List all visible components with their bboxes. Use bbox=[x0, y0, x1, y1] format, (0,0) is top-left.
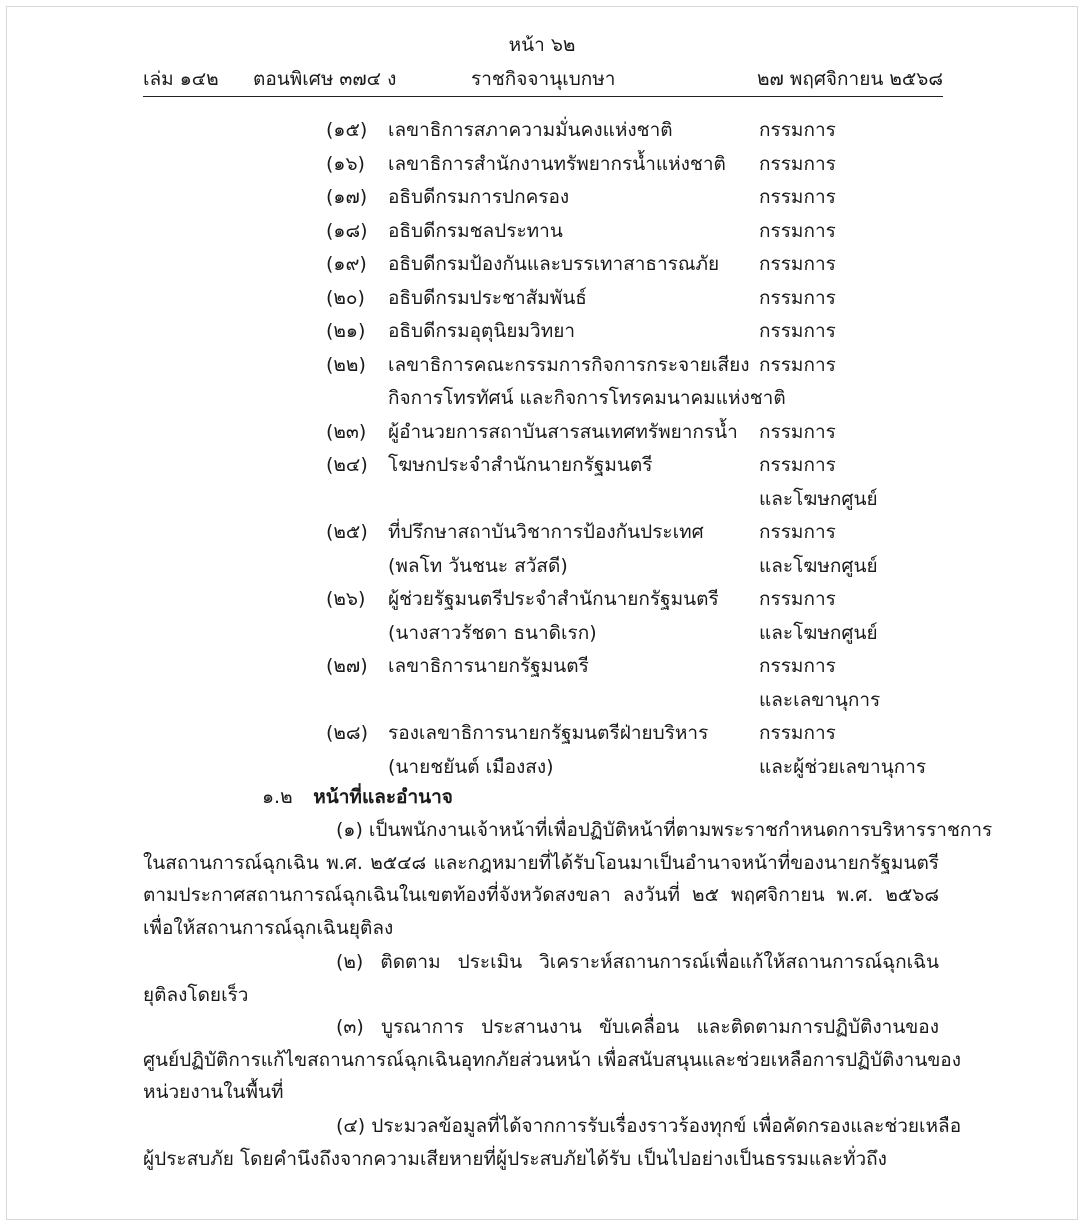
paragraph-line: หน่วยงานในพื้นที่ bbox=[143, 1081, 284, 1103]
paragraph-line: ยุติลงโดยเร็ว bbox=[143, 983, 249, 1006]
duty-paragraph-4 bbox=[143, 1110, 962, 1175]
member-position: อธิบดีกรมป้องกันและบรรเทาสาธารณภัย bbox=[388, 253, 720, 275]
header-issue: ตอนพิเศษ ๓๗๔ ง bbox=[253, 68, 397, 90]
member-position: (พลโท วันชนะ สวัสดี) bbox=[388, 554, 568, 577]
header-gazette-name: ราชกิจจานุเบกษา bbox=[471, 68, 616, 90]
member-position: รองเลขาธิการนายกรัฐมนตรีฝ่ายบริหาร bbox=[388, 722, 709, 744]
member-position: โฆษกประจำสำนักนายกรัฐมนตรี bbox=[388, 454, 653, 476]
member-row bbox=[0, 551, 1084, 585]
member-row bbox=[0, 283, 1084, 317]
member-role: และโฆษกศูนย์ bbox=[759, 621, 878, 644]
gazette-header bbox=[143, 64, 943, 92]
member-row bbox=[0, 115, 1084, 149]
member-role: กรรมการ bbox=[759, 152, 836, 175]
member-row bbox=[0, 249, 1084, 283]
member-number: (๒๘) bbox=[326, 722, 369, 744]
member-number: (๒๑) bbox=[326, 320, 366, 342]
member-number: (๒๐) bbox=[326, 286, 365, 309]
member-number: (๒๕) bbox=[326, 521, 368, 543]
member-position: อธิบดีกรมประชาสัมพันธ์ bbox=[388, 286, 587, 309]
section-heading bbox=[262, 782, 453, 812]
member-row bbox=[0, 216, 1084, 250]
paragraph-line: เพื่อให้สถานการณ์ฉุกเฉินยุติลง bbox=[143, 916, 394, 939]
member-role: และผู้ช่วยเลขานุการ bbox=[759, 755, 927, 778]
paragraph-line: ผู้ประสบภัย โดยคำนึงถึงจากความเสียหายที่ผู้ประสบภัยได้รับ เป็นไปอย่างเป็นธรรมและทั่วถึง bbox=[143, 1147, 887, 1170]
member-row bbox=[0, 584, 1084, 618]
member-row bbox=[0, 718, 1084, 752]
member-role: และเลขานุการ bbox=[759, 688, 881, 711]
member-role: กรรมการ bbox=[759, 253, 836, 275]
committee-member-list bbox=[0, 115, 1084, 785]
member-number: (๑๕) bbox=[326, 119, 368, 141]
page-number: หน้า ๖๒ bbox=[508, 34, 576, 56]
member-row bbox=[0, 316, 1084, 350]
member-number: (๒๗) bbox=[326, 655, 368, 677]
member-role: กรรมการ bbox=[759, 655, 836, 677]
member-number: (๒๓) bbox=[326, 420, 367, 443]
member-number: (๑๖) bbox=[326, 152, 365, 175]
member-position: เลขาธิการสำนักงานทรัพยากรน้ำแห่งชาติ bbox=[388, 152, 726, 175]
member-role: กรรมการ bbox=[759, 186, 836, 208]
member-row bbox=[0, 149, 1084, 183]
member-role: และโฆษกศูนย์ bbox=[759, 554, 878, 577]
member-row bbox=[0, 350, 1084, 384]
member-role: กรรมการ bbox=[759, 286, 836, 309]
member-position: (นายชยันต์ เมืองสง) bbox=[388, 755, 554, 778]
member-position: ที่ปรึกษาสถาบันวิชาการป้องกันประเทศ bbox=[388, 521, 704, 543]
member-role: กรรมการ bbox=[759, 219, 836, 242]
duty-paragraph-2 bbox=[143, 946, 939, 1011]
member-row bbox=[0, 651, 1084, 685]
paragraph-line: ศูนย์ปฏิบัติการแก้ไขสถานการณ์ฉุกเฉินอุทกภัยส่วนหน้า เพื่อสนับสนุนและช่วยเหลือการปฏิบัติงานของ bbox=[143, 1048, 961, 1071]
member-position: ผู้ช่วยรัฐมนตรีประจำสำนักนายกรัฐมนตรี bbox=[388, 588, 719, 610]
section-title: หน้าที่และอำนาจ bbox=[313, 786, 453, 808]
member-position: ผู้อำนวยการสถาบันสารสนเทศทรัพยากรน้ำ bbox=[388, 420, 738, 443]
member-row bbox=[0, 618, 1084, 652]
member-number: (๒๒) bbox=[326, 353, 366, 376]
member-position: กิจการโทรทัศน์ และกิจการโทรคมนาคมแห่งชาติ bbox=[388, 387, 786, 409]
member-role: กรรมการ bbox=[759, 420, 836, 443]
member-role: กรรมการ bbox=[759, 320, 836, 342]
paragraph-line: (๓) บูรณาการ ประสานงาน ขับเคลื่อน และติดตามการปฏิบัติงานของ bbox=[336, 1016, 939, 1038]
member-position: อธิบดีกรมชลประทาน bbox=[388, 219, 563, 242]
member-role: กรรมการ bbox=[759, 588, 836, 610]
header-volume: เล่ม ๑๔๒ bbox=[143, 68, 219, 90]
member-role: กรรมการ bbox=[759, 722, 836, 744]
member-number: (๑๙) bbox=[326, 253, 367, 275]
paragraph-line: (๒) ติดตาม ประเมิน วิเคราะห์สถานการณ์เพื่อแก้ให้สถานการณ์ฉุกเฉิน bbox=[336, 951, 939, 973]
member-row bbox=[0, 517, 1084, 551]
member-role: กรรมการ bbox=[759, 353, 836, 376]
duty-paragraph-1 bbox=[143, 814, 993, 944]
member-position: อธิบดีกรมการปกครอง bbox=[388, 186, 570, 208]
member-number: (๒๔) bbox=[326, 454, 368, 476]
paragraph-line: (๔) ประมวลข้อมูลที่ได้จากการรับเรื่องราวร้องทุกข์ เพื่อคัดกรองและช่วยเหลือ bbox=[336, 1115, 962, 1137]
paragraph-line: ในสถานการณ์ฉุกเฉิน พ.ศ. ๒๕๔๘ และกฎหมายที่ได้รับโอนมาเป็นอำนาจหน้าที่ของนายกรัฐมนตรี bbox=[143, 851, 939, 874]
member-row bbox=[0, 685, 1084, 719]
member-row bbox=[0, 450, 1084, 484]
member-number: (๒๖) bbox=[326, 588, 366, 610]
member-role: กรรมการ bbox=[759, 521, 836, 543]
member-position: เลขาธิการนายกรัฐมนตรี bbox=[388, 655, 589, 677]
member-role: กรรมการ bbox=[759, 119, 836, 141]
member-position: เลขาธิการคณะกรรมการกิจการกระจายเสียง bbox=[388, 353, 750, 376]
member-row bbox=[0, 182, 1084, 216]
header-date: ๒๗ พฤศจิกายน ๒๕๖๘ bbox=[756, 68, 943, 90]
section-number: ๑.๒ bbox=[262, 786, 293, 808]
member-number: (๑๘) bbox=[326, 219, 368, 242]
paragraph-line: ตามประกาศสถานการณ์ฉุกเฉินในเขตท้องที่จังหวัดสงขลา ลงวันที่ ๒๕ พฤศจิกายน พ.ศ. ๒๕๖๘ bbox=[143, 884, 939, 906]
member-position: เลขาธิการสภาความมั่นคงแห่งชาติ bbox=[388, 119, 673, 141]
header-divider bbox=[143, 96, 943, 97]
member-position: อธิบดีกรมอุตุนิยมวิทยา bbox=[388, 320, 576, 342]
member-role: กรรมการ bbox=[759, 454, 836, 476]
member-position: (นางสาวรัชดา ธนาดิเรก) bbox=[388, 621, 597, 644]
member-row bbox=[0, 484, 1084, 518]
member-role: และโฆษกศูนย์ bbox=[759, 487, 878, 510]
member-row bbox=[0, 383, 1084, 417]
paragraph-line: (๑) เป็นพนักงานเจ้าหน้าที่เพื่อปฏิบัติหน้าที่ตามพระราชกำหนดการบริหารราชการ bbox=[336, 819, 993, 841]
member-row bbox=[0, 417, 1084, 451]
member-number: (๑๗) bbox=[326, 186, 368, 208]
member-row bbox=[0, 752, 1084, 786]
duty-paragraph-3 bbox=[143, 1011, 961, 1109]
